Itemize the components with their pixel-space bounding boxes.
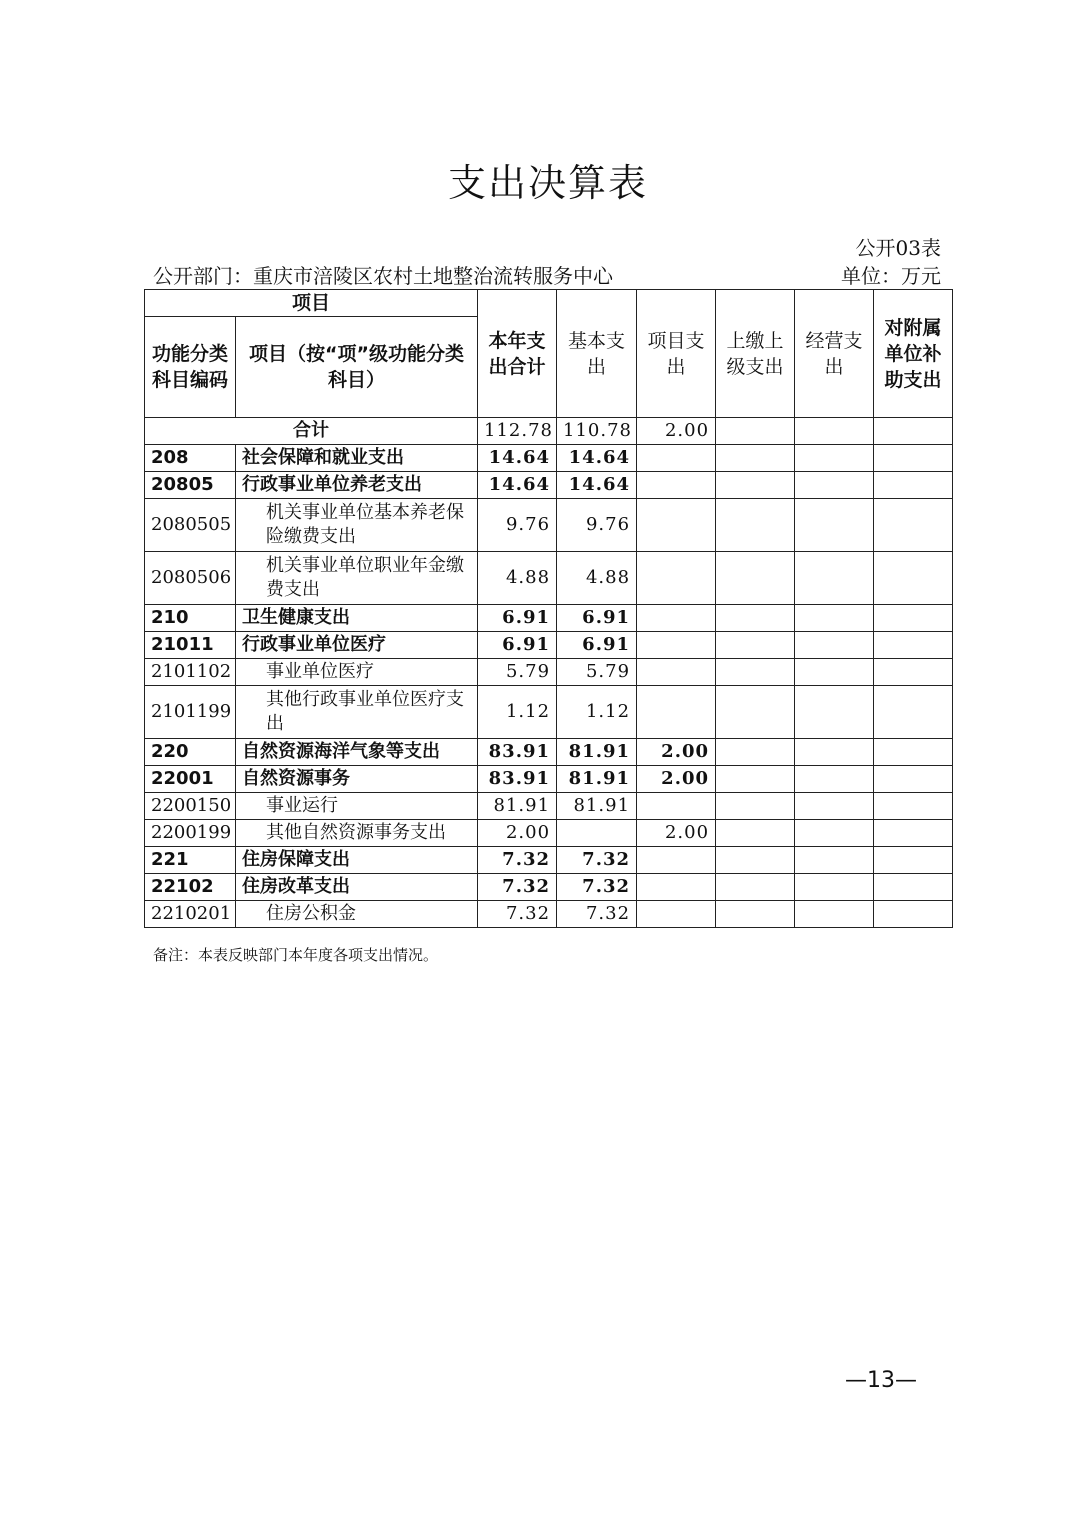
- total-cell: 81.91: [478, 793, 557, 820]
- code-cell: 2210201: [145, 901, 236, 928]
- upper-cell: [716, 793, 795, 820]
- total-cell: 5.79: [478, 659, 557, 686]
- basic-cell: 7.32: [557, 901, 637, 928]
- table-row: [145, 445, 953, 472]
- table-row: [145, 739, 953, 766]
- business-cell: [795, 901, 874, 928]
- business-cell: [795, 659, 874, 686]
- business-cell: [795, 739, 874, 766]
- header-subsidiary: 对附属单位补助支出: [874, 290, 953, 418]
- header-basic: 基本支出: [557, 290, 637, 418]
- table-row: [145, 874, 953, 901]
- unit-line: 单位：万元: [841, 264, 941, 288]
- subsidiary-cell: [874, 659, 953, 686]
- basic-cell: 7.32: [557, 847, 637, 874]
- total-cell: 7.32: [478, 874, 557, 901]
- business-cell: [795, 552, 874, 605]
- subsidiary-cell: [874, 793, 953, 820]
- header-project: 项目支出: [637, 290, 716, 418]
- code-cell: 20805: [145, 472, 236, 499]
- business-cell: [795, 445, 874, 472]
- table-row: [145, 659, 953, 686]
- basic-cell: [557, 820, 637, 847]
- table-row: [145, 499, 953, 552]
- name-cell: 事业单位医疗: [236, 659, 478, 686]
- upper-cell: [716, 445, 795, 472]
- table-row: [145, 793, 953, 820]
- project-cell: [637, 445, 716, 472]
- business-cell: [795, 820, 874, 847]
- upper-cell: [716, 874, 795, 901]
- table-note: 备注：本表反映部门本年度各项支出情况。: [153, 946, 439, 964]
- subsidiary-cell: [874, 739, 953, 766]
- name-cell: 住房公积金: [236, 901, 478, 928]
- total-cell: 7.32: [478, 847, 557, 874]
- project-cell: 2.00: [637, 820, 716, 847]
- business-cell: [795, 766, 874, 793]
- header-name: 项目（按“项”级功能分类科目）: [236, 317, 478, 418]
- name-cell: 机关事业单位基本养老保险缴费支出: [236, 499, 478, 552]
- total-cell: 1.12: [478, 686, 557, 739]
- project-cell: [637, 901, 716, 928]
- subsidiary-cell: [874, 874, 953, 901]
- code-cell: 2200150: [145, 793, 236, 820]
- upper-cell: [716, 847, 795, 874]
- table-row: [145, 472, 953, 499]
- name-cell: 其他自然资源事务支出: [236, 820, 478, 847]
- code-cell: 2101102: [145, 659, 236, 686]
- business-cell: [795, 847, 874, 874]
- business-cell: [795, 499, 874, 552]
- subsidiary-cell: [874, 766, 953, 793]
- name-cell: 行政事业单位养老支出: [236, 472, 478, 499]
- business-cell: [795, 793, 874, 820]
- basic-cell: 81.91: [557, 793, 637, 820]
- project-cell: 2.00: [637, 418, 716, 445]
- project-cell: [637, 499, 716, 552]
- upper-cell: [716, 632, 795, 659]
- name-cell: 机关事业单位职业年金缴费支出: [236, 552, 478, 605]
- header-project-group: 项目: [145, 290, 478, 317]
- upper-cell: [716, 552, 795, 605]
- upper-cell: [716, 418, 795, 445]
- total-cell: 2.00: [478, 820, 557, 847]
- total-cell: 4.88: [478, 552, 557, 605]
- form-number: 公开03表: [855, 236, 941, 260]
- subsidiary-cell: [874, 847, 953, 874]
- total-cell: 112.78: [478, 418, 557, 445]
- project-cell: [637, 793, 716, 820]
- subsidiary-cell: [874, 445, 953, 472]
- project-cell: [637, 874, 716, 901]
- subsidiary-cell: [874, 418, 953, 445]
- project-cell: 2.00: [637, 739, 716, 766]
- basic-cell: 81.91: [557, 739, 637, 766]
- table-row: [145, 605, 953, 632]
- name-cell: 行政事业单位医疗: [236, 632, 478, 659]
- basic-cell: 14.64: [557, 472, 637, 499]
- business-cell: [795, 632, 874, 659]
- subsidiary-cell: [874, 632, 953, 659]
- project-cell: [637, 847, 716, 874]
- name-cell: 自然资源海洋气象等支出: [236, 739, 478, 766]
- subsidiary-cell: [874, 686, 953, 739]
- name-cell: 社会保障和就业支出: [236, 445, 478, 472]
- business-cell: [795, 418, 874, 445]
- basic-cell: 110.78: [557, 418, 637, 445]
- upper-cell: [716, 820, 795, 847]
- name-cell: 自然资源事务: [236, 766, 478, 793]
- page-title: 支出决算表: [447, 161, 648, 205]
- project-cell: [637, 659, 716, 686]
- subsidiary-cell: [874, 472, 953, 499]
- subsidiary-cell: [874, 499, 953, 552]
- business-cell: [795, 605, 874, 632]
- subsidiary-cell: [874, 820, 953, 847]
- code-cell: 2101199: [145, 686, 236, 739]
- total-cell: 9.76: [478, 499, 557, 552]
- project-cell: 2.00: [637, 766, 716, 793]
- project-cell: [637, 472, 716, 499]
- upper-cell: [716, 739, 795, 766]
- basic-cell: 6.91: [557, 632, 637, 659]
- name-cell: 事业运行: [236, 793, 478, 820]
- total-cell: 83.91: [478, 739, 557, 766]
- code-cell: 208: [145, 445, 236, 472]
- basic-cell: 81.91: [557, 766, 637, 793]
- subsidiary-cell: [874, 901, 953, 928]
- code-cell: 2080506: [145, 552, 236, 605]
- business-cell: [795, 472, 874, 499]
- total-row: [145, 418, 953, 445]
- business-cell: [795, 874, 874, 901]
- table-row: [145, 632, 953, 659]
- page-number: —13—: [845, 1368, 917, 1393]
- upper-cell: [716, 472, 795, 499]
- expenditure-table: [144, 289, 953, 928]
- code-cell: 2200199: [145, 820, 236, 847]
- name-cell: 卫生健康支出: [236, 605, 478, 632]
- basic-cell: 6.91: [557, 605, 637, 632]
- total-label: 合计: [145, 418, 478, 445]
- table-row: [145, 847, 953, 874]
- subsidiary-cell: [874, 605, 953, 632]
- table-row: [145, 686, 953, 739]
- project-cell: [637, 686, 716, 739]
- code-cell: 2080505: [145, 499, 236, 552]
- upper-cell: [716, 686, 795, 739]
- upper-cell: [716, 659, 795, 686]
- total-cell: 6.91: [478, 632, 557, 659]
- table-row: [145, 552, 953, 605]
- table-row: [145, 901, 953, 928]
- total-cell: 14.64: [478, 445, 557, 472]
- header-business: 经营支出: [795, 290, 874, 418]
- basic-cell: 5.79: [557, 659, 637, 686]
- project-cell: [637, 552, 716, 605]
- code-cell: 220: [145, 739, 236, 766]
- upper-cell: [716, 605, 795, 632]
- header-code: 功能分类科目编码: [145, 317, 236, 418]
- business-cell: [795, 686, 874, 739]
- upper-cell: [716, 901, 795, 928]
- name-cell: 住房改革支出: [236, 874, 478, 901]
- basic-cell: 4.88: [557, 552, 637, 605]
- header-total: 本年支出合计: [478, 290, 557, 418]
- project-cell: [637, 632, 716, 659]
- header-upper: 上缴上级支出: [716, 290, 795, 418]
- code-cell: 210: [145, 605, 236, 632]
- total-cell: 6.91: [478, 605, 557, 632]
- upper-cell: [716, 766, 795, 793]
- basic-cell: 14.64: [557, 445, 637, 472]
- upper-cell: [716, 499, 795, 552]
- table-row: [145, 820, 953, 847]
- project-cell: [637, 605, 716, 632]
- basic-cell: 7.32: [557, 874, 637, 901]
- total-cell: 83.91: [478, 766, 557, 793]
- table-row: [145, 766, 953, 793]
- code-cell: 21011: [145, 632, 236, 659]
- total-cell: 7.32: [478, 901, 557, 928]
- department-line: 公开部门：重庆市涪陵区农村土地整治流转服务中心: [153, 264, 613, 288]
- subsidiary-cell: [874, 552, 953, 605]
- basic-cell: 1.12: [557, 686, 637, 739]
- basic-cell: 9.76: [557, 499, 637, 552]
- code-cell: 22001: [145, 766, 236, 793]
- total-cell: 14.64: [478, 472, 557, 499]
- name-cell: 住房保障支出: [236, 847, 478, 874]
- name-cell: 其他行政事业单位医疗支出: [236, 686, 478, 739]
- code-cell: 221: [145, 847, 236, 874]
- code-cell: 22102: [145, 874, 236, 901]
